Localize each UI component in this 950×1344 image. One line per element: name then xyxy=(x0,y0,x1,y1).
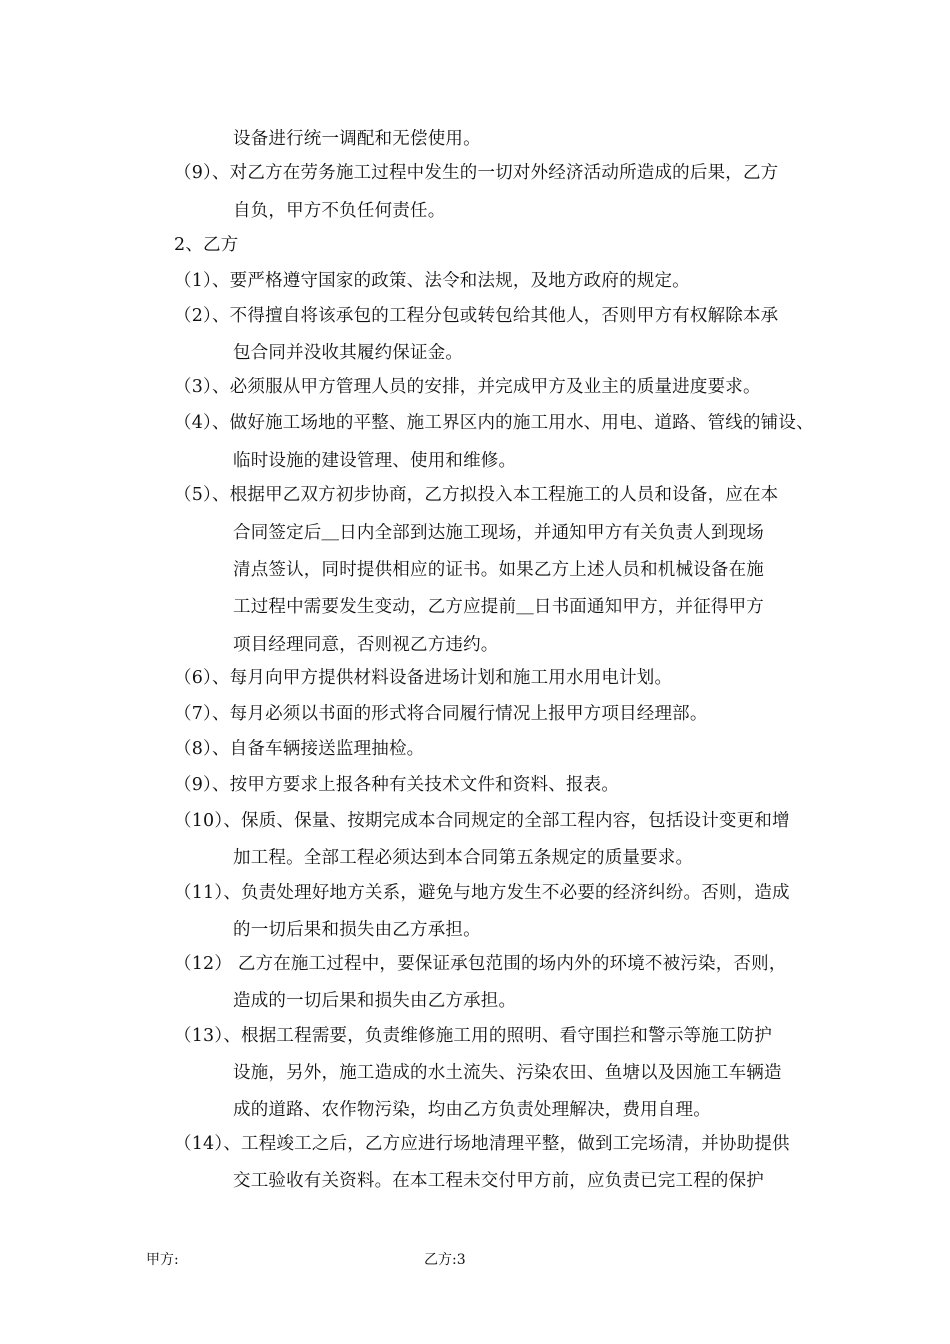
body-line: （6）、每月向甲方提供材料设备进场计划和施工用水用电计划。 xyxy=(174,668,673,688)
footer-party-a: 甲方: xyxy=(146,1252,179,1268)
body-line: （11）、负责处理好地方关系，避免与地方发生不必要的经济纠纷。否则，造成 xyxy=(174,883,790,903)
body-line: 设施，另外，施工造成的水土流失、污染农田、鱼塘以及因施工车辆造 xyxy=(233,1063,782,1083)
body-line: （7）、每月必须以书面的形式将合同履行情况上报甲方项目经理部。 xyxy=(174,704,708,724)
body-line: （3）、必须服从甲方管理人员的安排，并完成甲方及业主的质量进度要求。 xyxy=(174,377,761,397)
footer-party-b xyxy=(424,1251,466,1269)
body-line: 的一切后果和损失由乙方承担。 xyxy=(233,920,481,940)
body-line: 合同签定后＿日内全部到达施工现场，并通知甲方有关负责人到现场 xyxy=(233,523,764,543)
body-line: 工过程中需要发生变动，乙方应提前＿日书面通知甲方，并征得甲方 xyxy=(233,597,764,617)
section-heading: 2、乙方 xyxy=(174,235,239,255)
body-line: （14）、工程竣工之后，乙方应进行场地清理平整，做到工完场清，并协助提供 xyxy=(174,1134,790,1154)
body-line: （2）、不得擅自将该承包的工程分包或转包给其他人，否则甲方有权解除本承 xyxy=(174,306,779,326)
body-line: 设备进行统一调配和无偿使用。 xyxy=(233,129,481,149)
body-line: （9）、按甲方要求上报各种有关技术文件和资料、报表。 xyxy=(174,775,620,795)
body-line: （8）、自备车辆接送监理抽检。 xyxy=(174,739,425,759)
body-line: 交工验收有关资料。在本工程未交付甲方前，应负责已完工程的保护 xyxy=(233,1171,764,1191)
body-line: （12） 乙方在施工过程中，要保证承包范围的场内外的环境不被污染，否则， xyxy=(174,954,787,974)
body-line: 临时设施的建设管理、使用和维修。 xyxy=(233,451,517,471)
body-line: （5）、根据甲乙双方初步协商，乙方拟投入本工程施工的人员和设备，应在本 xyxy=(174,485,779,505)
body-line: 自负，甲方不负任何责任。 xyxy=(233,201,446,221)
body-line: （4）、做好施工场地的平整、施工界区内的施工用水、用电、道路、管线的铺设、 xyxy=(174,413,814,433)
page-number: 3 xyxy=(456,1252,466,1268)
body-line: 清点签认，同时提供相应的证书。如果乙方上述人员和机械设备在施 xyxy=(233,560,764,580)
body-line: 加工程。全部工程必须达到本合同第五条规定的质量要求。 xyxy=(233,848,694,868)
body-line: 造成的一切后果和损失由乙方承担。 xyxy=(233,991,517,1011)
body-line: 包合同并没收其履约保证金。 xyxy=(233,343,464,363)
body-line: 项目经理同意，否则视乙方违约。 xyxy=(233,635,499,655)
body-line: （13）、根据工程需要，负责维修施工用的照明、看守围拦和警示等施工防护 xyxy=(174,1026,773,1046)
footer-party-b-label: 乙方: xyxy=(424,1252,457,1268)
body-line: （9）、对乙方在劳务施工过程中发生的一切对外经济活动所造成的后果，乙方 xyxy=(174,163,779,183)
body-line: （10）、保质、保量、按期完成本合同规定的全部工程内容，包括设计变更和增 xyxy=(174,811,790,831)
body-line: （1）、要严格遵守国家的政策、法令和法规，及地方政府的规定。 xyxy=(174,271,690,291)
body-line: 成的道路、农作物污染，均由乙方负责处理解决，费用自理。 xyxy=(233,1100,711,1120)
